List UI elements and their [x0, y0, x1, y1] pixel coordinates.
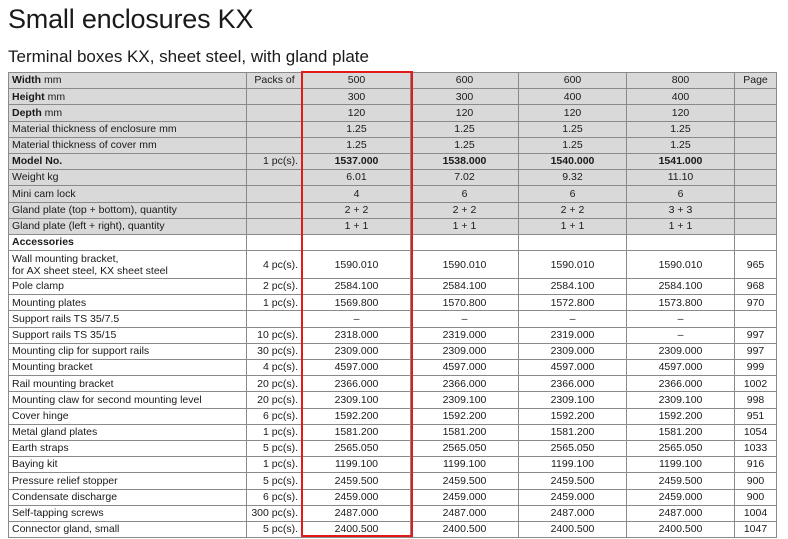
page-cell: 965 [735, 251, 777, 279]
value-cell: 2 + 2 [303, 202, 411, 218]
page-cell [735, 153, 777, 169]
value-cell: 2565.050 [519, 440, 627, 456]
accessory-label: Pressure relief stopper [9, 473, 247, 489]
pack-cell: 20 pc(s). [247, 392, 303, 408]
model-number-row [9, 153, 777, 169]
pack-cell: 5 pc(s). [247, 521, 303, 537]
pack-cell: 1 pc(s). [247, 153, 303, 169]
pack-cell [247, 170, 303, 186]
accessory-label: Mounting plates [9, 295, 247, 311]
height-label: Height mm [9, 89, 247, 105]
value-cell: 2565.050 [627, 440, 735, 456]
page-cell [735, 170, 777, 186]
page-cell: 970 [735, 295, 777, 311]
thickness-enclosure-row [9, 121, 777, 137]
value-cell: 4597.000 [303, 360, 411, 376]
page-subtitle: Terminal boxes KX, sheet steel, with gland plate [8, 47, 369, 66]
value-cell: 1590.010 [627, 251, 735, 279]
value-cell: 2400.500 [519, 521, 627, 537]
accessory-label: Connector gland, small [9, 521, 247, 537]
packs-of-header: Packs of [247, 73, 303, 89]
value-cell: 2487.000 [627, 505, 735, 521]
value-cell: 2459.500 [303, 473, 411, 489]
specification-table [8, 72, 777, 538]
accessory-label: Mounting clip for support rails [9, 343, 247, 359]
value-cell: 2459.500 [519, 473, 627, 489]
value-cell: 4597.000 [411, 360, 519, 376]
value-cell: 6.01 [303, 170, 411, 186]
value-cell: 4597.000 [627, 360, 735, 376]
value-cell: 2366.000 [627, 376, 735, 392]
value-cell: 1573.800 [627, 295, 735, 311]
value-cell: 2487.000 [411, 505, 519, 521]
model-number: 1540.000 [519, 153, 627, 169]
accessory-label: Wall mounting bracket, for AX sheet steel, KX sheet steel [9, 251, 247, 279]
value-cell: 1.25 [411, 137, 519, 153]
model-label: Model No. [9, 153, 247, 169]
accessory-row [9, 360, 777, 376]
value-cell: 7.02 [411, 170, 519, 186]
row-label: Mini cam lock [9, 186, 247, 202]
value-cell: 4597.000 [519, 360, 627, 376]
value-cell: 2459.000 [627, 489, 735, 505]
accessory-row [9, 457, 777, 473]
table-header-row [9, 73, 777, 89]
model-number: 1538.000 [411, 153, 519, 169]
pack-cell: 30 pc(s). [247, 343, 303, 359]
pack-cell: 4 pc(s). [247, 360, 303, 376]
value-cell: 120 [303, 105, 411, 121]
value-cell: 300 [411, 89, 519, 105]
pack-cell: 6 pc(s). [247, 408, 303, 424]
value-cell: 4 [303, 186, 411, 202]
page-cell: 1054 [735, 424, 777, 440]
value-cell: 2366.000 [303, 376, 411, 392]
value-cell: 300 [303, 89, 411, 105]
value-cell: 2309.000 [303, 343, 411, 359]
value-cell: 1199.100 [411, 457, 519, 473]
value-cell: 9.32 [519, 170, 627, 186]
value-cell: 3 + 3 [627, 202, 735, 218]
weight-row [9, 170, 777, 186]
accessory-label: Pole clamp [9, 279, 247, 295]
empty-cell [627, 234, 735, 250]
accessory-row [9, 440, 777, 456]
value-cell: – [627, 311, 735, 327]
gland-top-bottom-row [9, 202, 777, 218]
value-cell: 1.25 [303, 121, 411, 137]
accessory-row [9, 408, 777, 424]
accessory-row [9, 295, 777, 311]
width-value: 800 [627, 73, 735, 89]
accessory-row [9, 311, 777, 327]
value-cell: 1581.200 [519, 424, 627, 440]
value-cell: 11.10 [627, 170, 735, 186]
value-cell: 1581.200 [303, 424, 411, 440]
depth-label: Depth mm [9, 105, 247, 121]
page-cell: 1004 [735, 505, 777, 521]
accessory-label: Mounting bracket [9, 360, 247, 376]
value-cell: 1.25 [519, 121, 627, 137]
value-cell: 2400.500 [411, 521, 519, 537]
value-cell: 1592.200 [519, 408, 627, 424]
height-row [9, 89, 777, 105]
value-cell: 2309.100 [303, 392, 411, 408]
accessory-label: Support rails TS 35/7.5 [9, 311, 247, 327]
page-cell [735, 311, 777, 327]
thickness-cover-row [9, 137, 777, 153]
accessory-label: Cover hinge [9, 408, 247, 424]
value-cell: 2584.100 [303, 279, 411, 295]
value-cell: 1569.800 [303, 295, 411, 311]
accessory-label: Metal gland plates [9, 424, 247, 440]
value-cell: 400 [627, 89, 735, 105]
value-cell: 2584.100 [411, 279, 519, 295]
page-cell [735, 105, 777, 121]
empty-cell [303, 234, 411, 250]
pack-cell [247, 121, 303, 137]
value-cell: 2319.000 [519, 327, 627, 343]
value-cell: – [627, 327, 735, 343]
empty-cell [411, 234, 519, 250]
page-cell: 1033 [735, 440, 777, 456]
accessory-row [9, 343, 777, 359]
pack-cell [247, 137, 303, 153]
accessory-row [9, 279, 777, 295]
value-cell: 2309.100 [627, 392, 735, 408]
page-cell: 916 [735, 457, 777, 473]
accessory-label: Rail mounting bracket [9, 376, 247, 392]
page-cell [735, 89, 777, 105]
value-cell: 1572.800 [519, 295, 627, 311]
page-cell: 999 [735, 360, 777, 376]
pack-cell [247, 89, 303, 105]
pack-cell [247, 105, 303, 121]
value-cell: 2366.000 [411, 376, 519, 392]
value-cell: 1 + 1 [627, 218, 735, 234]
empty-cell [735, 234, 777, 250]
value-cell: 2 + 2 [411, 202, 519, 218]
value-cell: 2400.500 [627, 521, 735, 537]
page-cell [735, 137, 777, 153]
value-cell: 2459.500 [627, 473, 735, 489]
value-cell: 400 [519, 89, 627, 105]
depth-row [9, 105, 777, 121]
width-label: Width mm [9, 73, 247, 89]
pack-cell [247, 311, 303, 327]
accessory-label: Baying kit [9, 457, 247, 473]
pack-cell: 6 pc(s). [247, 489, 303, 505]
value-cell: 120 [519, 105, 627, 121]
model-number: 1537.000 [303, 153, 411, 169]
page-cell [735, 186, 777, 202]
value-cell: – [303, 311, 411, 327]
value-cell: 2459.500 [411, 473, 519, 489]
row-label: Weight kg [9, 170, 247, 186]
value-cell: 1.25 [627, 137, 735, 153]
value-cell: 1592.200 [411, 408, 519, 424]
empty-cell [247, 234, 303, 250]
value-cell: 2309.000 [411, 343, 519, 359]
row-label: Material thickness of cover mm [9, 137, 247, 153]
pack-cell: 300 pc(s). [247, 505, 303, 521]
page-cell: 900 [735, 489, 777, 505]
page-cell: 997 [735, 327, 777, 343]
accessory-label: Mounting claw for second mounting level [9, 392, 247, 408]
value-cell: 1570.800 [411, 295, 519, 311]
accessories-heading: Accessories [9, 234, 247, 250]
accessory-label: Earth straps [9, 440, 247, 456]
value-cell: 1 + 1 [519, 218, 627, 234]
pack-cell [247, 186, 303, 202]
page-header: Page [735, 73, 777, 89]
width-value: 500 [303, 73, 411, 89]
accessory-row [9, 473, 777, 489]
pack-cell: 10 pc(s). [247, 327, 303, 343]
value-cell: 6 [627, 186, 735, 202]
value-cell: 2487.000 [303, 505, 411, 521]
accessory-label: Support rails TS 35/15 [9, 327, 247, 343]
pack-cell: 5 pc(s). [247, 473, 303, 489]
value-cell: 2309.000 [627, 343, 735, 359]
value-cell: – [519, 311, 627, 327]
value-cell: 1 + 1 [411, 218, 519, 234]
page-cell [735, 202, 777, 218]
value-cell: 1590.010 [411, 251, 519, 279]
width-value: 600 [411, 73, 519, 89]
pack-cell: 4 pc(s). [247, 251, 303, 279]
value-cell: 1199.100 [519, 457, 627, 473]
value-cell: 1.25 [519, 137, 627, 153]
width-value: 600 [519, 73, 627, 89]
model-number: 1541.000 [627, 153, 735, 169]
value-cell: 2309.100 [519, 392, 627, 408]
page-cell: 998 [735, 392, 777, 408]
pack-cell [247, 218, 303, 234]
value-cell: 1 + 1 [303, 218, 411, 234]
value-cell: 2584.100 [519, 279, 627, 295]
pack-cell: 1 pc(s). [247, 424, 303, 440]
accessory-row [9, 424, 777, 440]
accessory-row [9, 392, 777, 408]
page-cell: 951 [735, 408, 777, 424]
accessories-heading-row [9, 234, 777, 250]
value-cell: 2309.100 [411, 392, 519, 408]
value-cell: 120 [411, 105, 519, 121]
value-cell: 2309.000 [519, 343, 627, 359]
gland-left-right-row [9, 218, 777, 234]
row-label: Gland plate (top + bottom), quantity [9, 202, 247, 218]
accessory-row [9, 376, 777, 392]
value-cell: 2459.000 [411, 489, 519, 505]
empty-cell [519, 234, 627, 250]
pack-cell: 1 pc(s). [247, 457, 303, 473]
value-cell: 2459.000 [519, 489, 627, 505]
page-cell [735, 218, 777, 234]
value-cell: 1590.010 [303, 251, 411, 279]
value-cell: 1581.200 [411, 424, 519, 440]
value-cell: 2565.050 [411, 440, 519, 456]
accessory-row [9, 521, 777, 537]
accessory-label: Condensate discharge [9, 489, 247, 505]
accessory-label: Self-tapping screws [9, 505, 247, 521]
value-cell: 1592.200 [627, 408, 735, 424]
value-cell: 2565.050 [303, 440, 411, 456]
value-cell: 2319.000 [411, 327, 519, 343]
page-cell: 997 [735, 343, 777, 359]
row-label: Gland plate (left + right), quantity [9, 218, 247, 234]
value-cell: 2459.000 [303, 489, 411, 505]
pack-cell: 5 pc(s). [247, 440, 303, 456]
page-cell [735, 121, 777, 137]
page-cell: 900 [735, 473, 777, 489]
value-cell: 1592.200 [303, 408, 411, 424]
value-cell: 1590.010 [519, 251, 627, 279]
page-title: Small enclosures KX [8, 4, 254, 34]
pack-cell [247, 202, 303, 218]
value-cell: 2 + 2 [519, 202, 627, 218]
value-cell: 2366.000 [519, 376, 627, 392]
value-cell: 6 [411, 186, 519, 202]
accessory-row [9, 327, 777, 343]
value-cell: 1581.200 [627, 424, 735, 440]
value-cell: 2584.100 [627, 279, 735, 295]
accessory-row [9, 489, 777, 505]
value-cell: 1.25 [411, 121, 519, 137]
accessory-row [9, 505, 777, 521]
value-cell: 1.25 [627, 121, 735, 137]
page-cell: 968 [735, 279, 777, 295]
value-cell: 1.25 [303, 137, 411, 153]
page-cell: 1047 [735, 521, 777, 537]
value-cell: 1199.100 [627, 457, 735, 473]
page-cell: 1002 [735, 376, 777, 392]
value-cell: 2487.000 [519, 505, 627, 521]
accessory-row [9, 251, 777, 279]
pack-cell: 2 pc(s). [247, 279, 303, 295]
value-cell: 2318.000 [303, 327, 411, 343]
value-cell: 1199.100 [303, 457, 411, 473]
value-cell: 120 [627, 105, 735, 121]
value-cell: 2400.500 [303, 521, 411, 537]
pack-cell: 1 pc(s). [247, 295, 303, 311]
pack-cell: 20 pc(s). [247, 376, 303, 392]
row-label: Material thickness of enclosure mm [9, 121, 247, 137]
cam-lock-row [9, 186, 777, 202]
value-cell: – [411, 311, 519, 327]
value-cell: 6 [519, 186, 627, 202]
